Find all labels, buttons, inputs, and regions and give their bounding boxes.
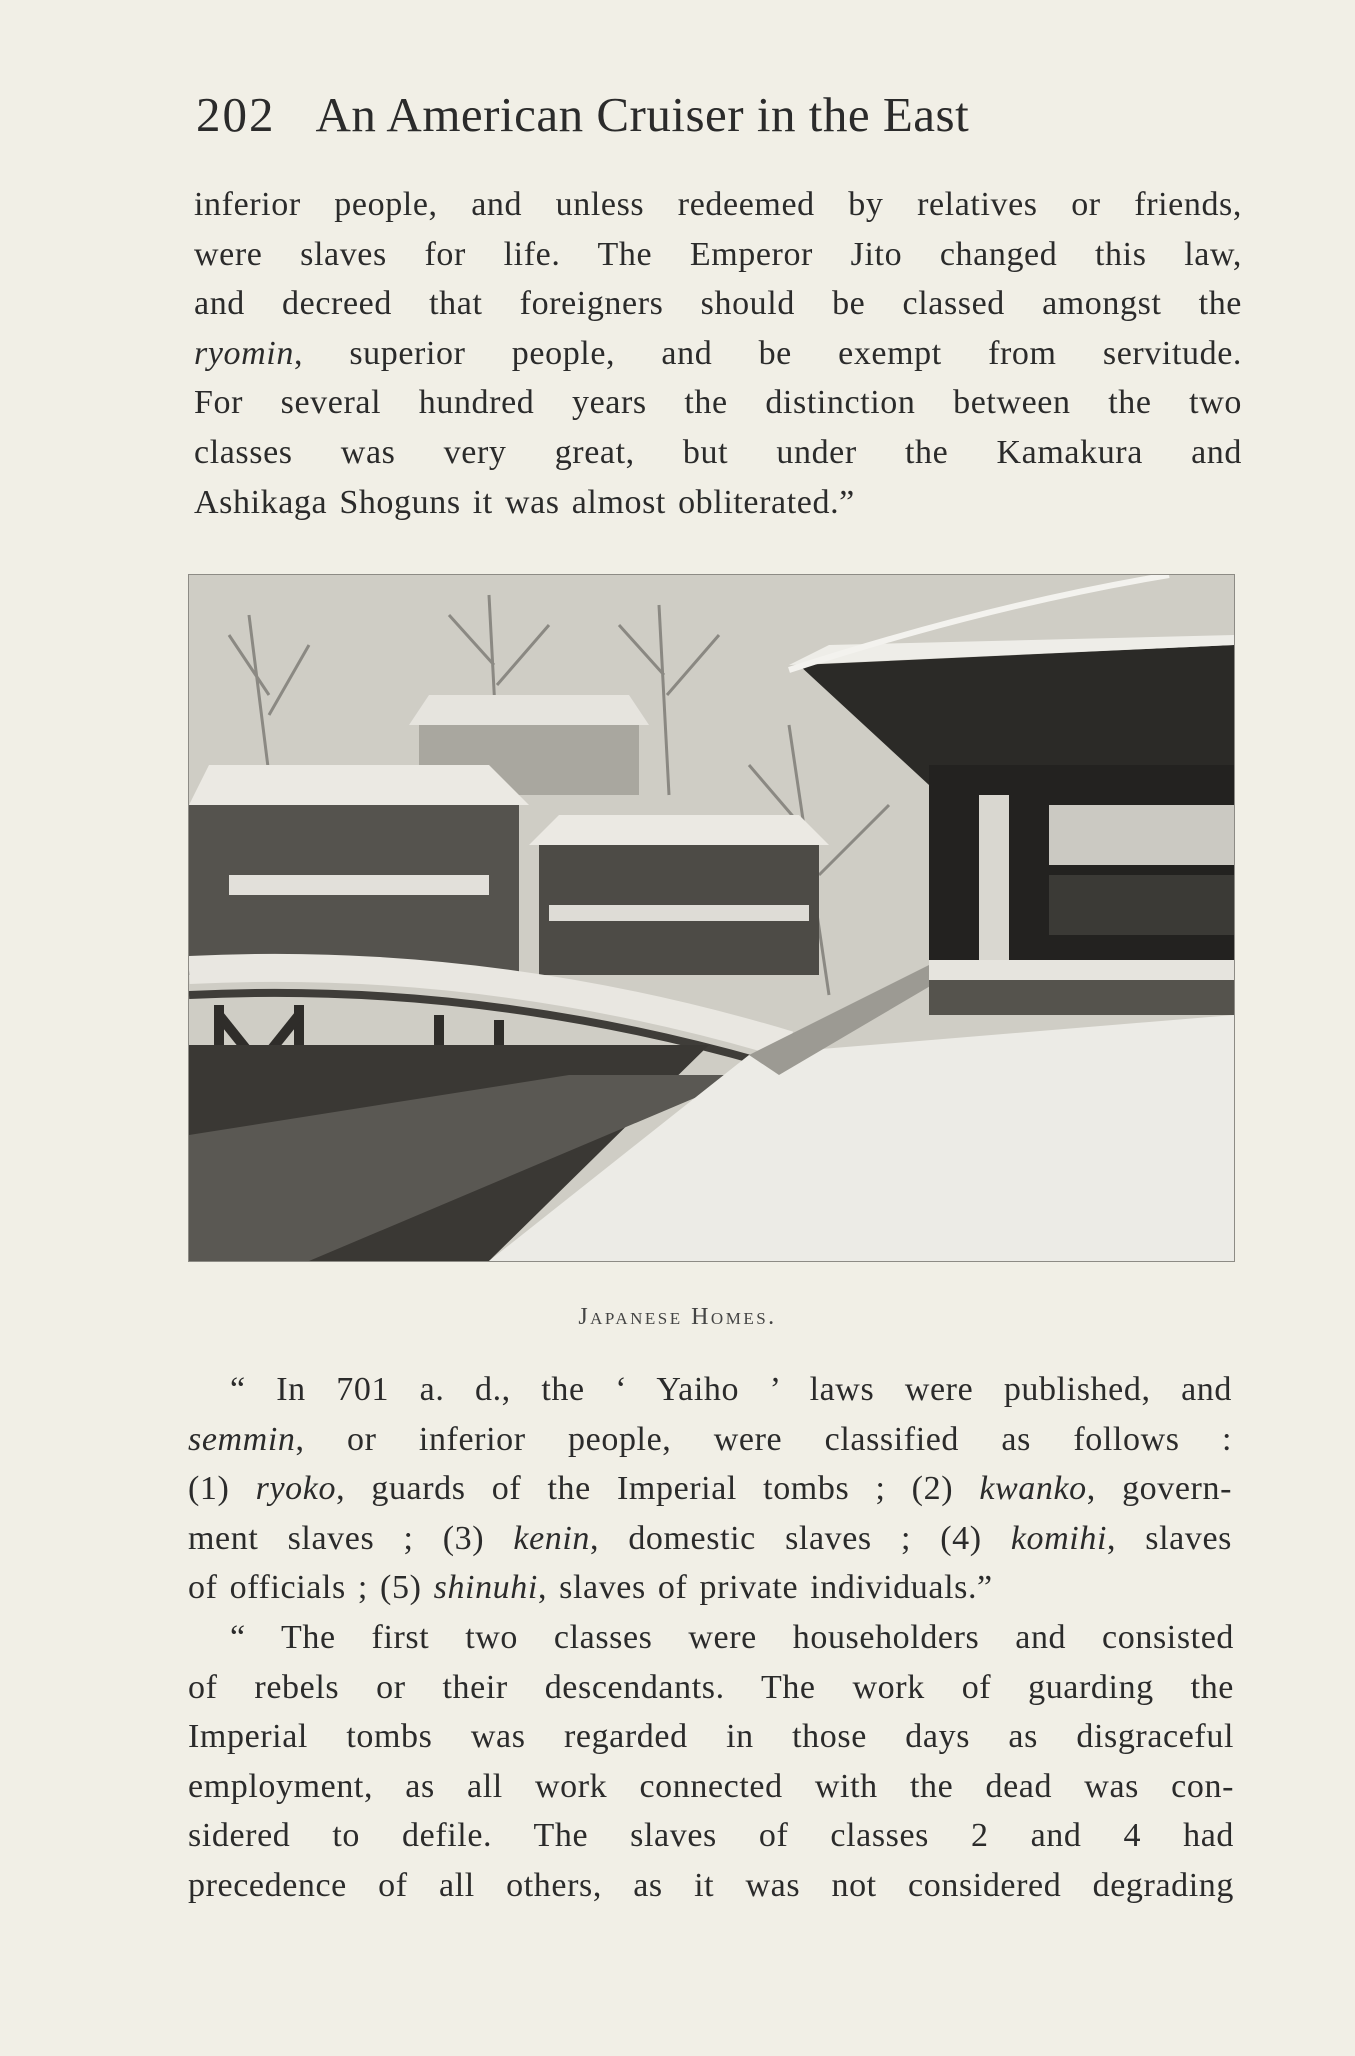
- italic-term: kwanko: [979, 1470, 1087, 1508]
- page-number: 202: [196, 87, 276, 142]
- italic-term: semmin: [188, 1420, 296, 1458]
- text-line: classes was very great, but under the Kamakura and: [194, 433, 1242, 471]
- italic-term: kenin: [513, 1519, 591, 1557]
- text-line: of rebels or their descendants. The work of guarding the: [188, 1668, 1234, 1706]
- italic-term: shinuhi: [433, 1569, 538, 1607]
- snow-scene-illustration: [189, 575, 1234, 1261]
- running-title: An American Cruiser in the East: [315, 87, 970, 142]
- text-line: “ The first two classes were householders and consisted: [230, 1619, 1234, 1656]
- italic-term: ryomin: [194, 334, 294, 372]
- italic-term: komihi: [1010, 1519, 1107, 1557]
- text-line: and decreed that foreigners should be classed amongst the: [194, 285, 1242, 323]
- paragraph-2: [188, 1365, 1232, 1613]
- text-line: were slaves for life. The Emperor Jito changed this law,: [194, 235, 1242, 273]
- text-line: ment slaves ; (3) kenin, domestic slaves ; (4) komihi, slaves: [188, 1519, 1232, 1557]
- text-line: ryomin, superior people, and be exempt from servitude.: [194, 334, 1242, 372]
- text-line: of officials ; (5) shinuhi, slaves of private individuals.”: [188, 1569, 993, 1607]
- running-header: [196, 86, 1166, 143]
- text-line: inferior people, and unless redeemed by relatives or friends,: [194, 186, 1242, 223]
- text-line: precedence of all others, as it was not considered degrading: [188, 1866, 1234, 1904]
- paragraph-1: [194, 180, 1242, 527]
- figure-caption: Japanese Homes.: [578, 1304, 777, 1330]
- italic-term: ryoko: [255, 1470, 337, 1508]
- text-line: semmin, or inferior people, were classified as follows :: [188, 1420, 1232, 1458]
- text-line: For several hundred years the distinction between the two: [194, 384, 1242, 422]
- text-line: Ashikaga Shoguns it was almost obliterated.”: [194, 483, 855, 521]
- text-line: employment, as all work connected with the dead was con-: [188, 1767, 1234, 1805]
- paragraph-3: [188, 1613, 1234, 1911]
- photograph-japanese-homes: [188, 574, 1235, 1262]
- text-line: (1) ryoko, guards of the Imperial tombs ; (2) kwanko, govern-: [188, 1470, 1232, 1508]
- text-line: sidered to defile. The slaves of classes 2 and 4 had: [188, 1817, 1234, 1855]
- text-line: “ In 701 a. d., the ‘ Yaiho ’ laws were published, and: [230, 1371, 1232, 1408]
- text-line: Imperial tombs was regarded in those days as disgraceful: [188, 1718, 1234, 1756]
